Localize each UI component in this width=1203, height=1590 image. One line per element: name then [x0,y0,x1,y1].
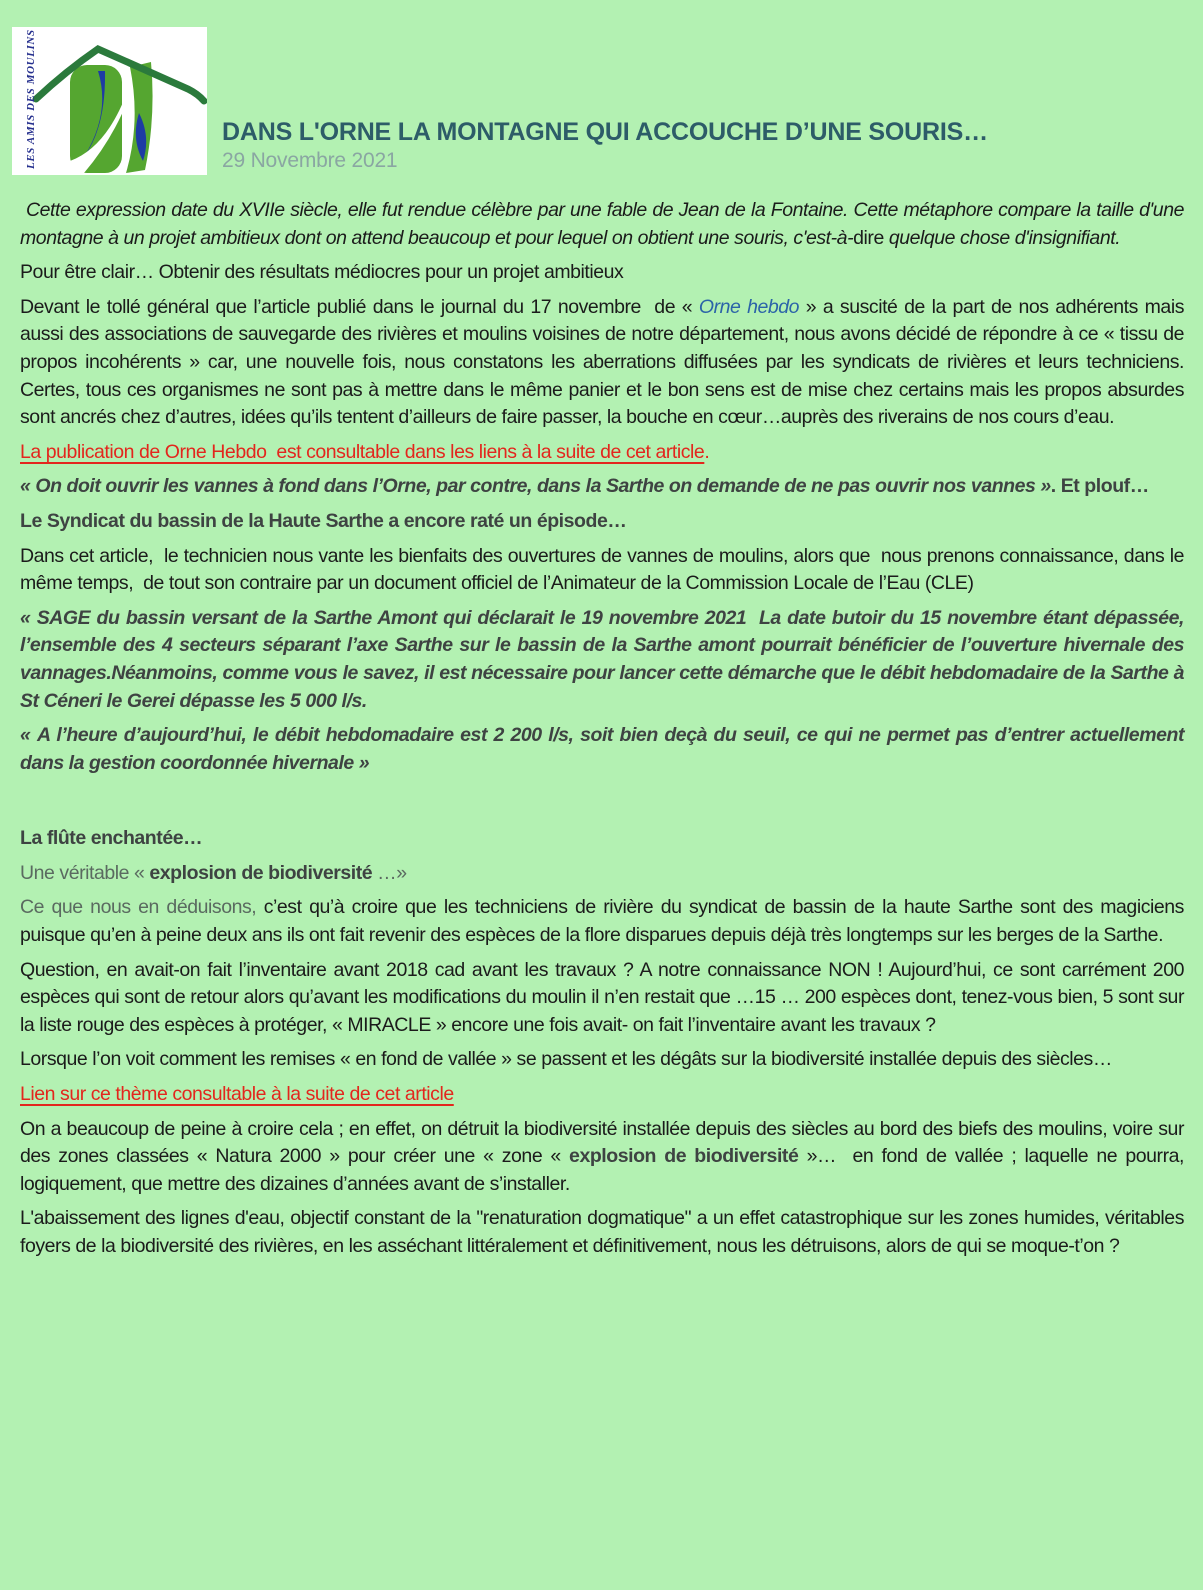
mill-house-logo-icon [12,27,207,175]
text-run: Devant le tollé général que l’article publié dans le journal du 17 novembre de « [20,295,699,318]
lorsque-paragraph [20,1046,1184,1074]
orne-hebdo-link[interactable]: Orne hebdo [698,295,800,318]
publication-link-line [20,439,1184,467]
heading-flute [20,825,1184,853]
publication-orne-hebdo-link[interactable]: La publication de Orne Hebdo est consultable dans les liens à la suite de cet article [20,440,705,463]
theme-link-line [20,1081,1184,1109]
text-run: « A l’heure d’aujourd’hui, le débit hebdomadaire est 2 200 l/s, soit bien deçà du seuil, ce qui ne permet pas d’entrer actuellement dans la gestion coordonnée hivernale » [20,724,1184,774]
title-block [222,118,988,175]
text-run: L'abaissement des lignes d'eau, objectif constant de la "renaturation dogmatique" a un effet catastrophique sur les zones humides, véritables foyers de la biodiversité des rivières, en les asséchant littéralement et définitivement, nous les détruisons, alors de qui se moque-t’on ? [20,1207,1184,1257]
text-run: dire [853,226,889,249]
heading-syndicat [20,508,1184,536]
text-run: Pour être clair… Obtenir des résultats médiocres pour un projet ambitieux [20,261,624,284]
text-run: . Et plouf… [1050,475,1149,498]
text-run: »… en fond de vallée ; laquelle ne pourra, logiquement, que mettre des dizaines d’années avant de s’installer. [20,1145,1184,1195]
text-run: On a beaucoup de peine à croire cela ; en effet, on détruit la biodiversité installée depuis des siècles au bord des biefs des moulins, voire sur des zones classées « Natura 2000 » pour créer une « zone « [20,1117,1184,1168]
logo-vertical-label: LES AMIS DES MOULINS 61 [25,27,37,169]
text-run: c’est qu’à croire que les techniciens de rivière du syndicat de bassin de la haute Sarthe sont des magiciens puisque qu’en à peine deux ans ils ont fait revenir des espèces de la flore disparues depuis déjà très longtemps sur les berges de la Sarthe. [20,896,1184,947]
biodiversite-subhead [20,860,1184,888]
theme-link[interactable]: Lien sur ce thème consultable à la suite de cet article [20,1083,454,1106]
text-run: La flûte enchantée… [20,827,203,850]
text-run: . [704,440,710,463]
text-run: Question, en avait-on fait l’inventaire avant 2018 cad avant les travaux ? A notre connaissance NON ! Aujourd’hui, ce sont carrément 200 espèces qui sont de retour alors qu’avant les modifications du moulin il n’en restait que …15 … 200 espèces dont, tenez-vous bien, 5 sont sur la liste rouge des espèces à protéger, « MIRACLE » encore une fois avait- on fait l’inventaire avant les travaux ? [20,958,1184,1036]
page-header [12,0,1184,175]
article-body [20,197,1184,1261]
association-logo [12,27,207,175]
abaissement-paragraph [20,1205,1184,1260]
text-run: …» [372,861,407,884]
text-run: explosion de biodiversité [149,861,373,884]
text-run: « On doit ouvrir les vannes à fond dans l’Orne, par contre, dans la Sarthe on demande de ne pas ouvrir nos vannes » [20,475,1051,498]
text-run: Dans cet article, le technicien nous vante les bienfaits des ouvertures de vannes de moulins, alors que nous prenons connaissance, dans le même temps, de tout son contraire par un document officiel de l’Animateur de la Commission Locale de l’Eau (CLE) [20,544,1184,595]
sage-quote-paragraph [20,605,1184,715]
pour-etre-clair-line [20,259,1184,287]
deduction-paragraph [20,894,1184,949]
page-date: 29 Novembre 2021 [222,149,398,172]
text-run: Cette expression date du XVIIe siècle, elle fut rendue célèbre par une fable de Jean de la Fontaine. Cette métaphore compare la taille d'une montagne à un projet ambitieux dont on attend beaucoup et pour lequel on obtient une souris, c'est-à- [20,199,1184,249]
text-run: » a suscité de la part de nos adhérents mais aussi des associations de sauvegarde des rivières et moulins voisines de notre département, nous avons décidé de répondre à ce « tissu de propos incohérents » car, une nouvelle fois, nous constatons les aberrations diffusées par les syndicats de rivières et leurs techniciens. Certes, tous ces organismes ne sont pas à mettre dans le même panier et le bon sens est de mise chez certains mais les propos absurdes sont ancrés chez d’autres, idées qu’ils tentent d’ailleurs de faire passer, la bouche en cœur…auprès des riverains de nos cours d’eau. [20,295,1185,429]
text-run: explosion de biodiversité [569,1145,799,1168]
quote-vannes-paragraph [20,473,1184,501]
text-run: Une véritable « [20,861,150,884]
devant-le-tolle-paragraph [20,294,1184,432]
intro-metaphor-paragraph [20,197,1184,252]
question-paragraph [20,957,1184,1040]
text-run: La date butoir du 15 novembre étant dépassée, l’ensemble des 4 secteurs séparant l’axe Sarthe sur le bassin de la Sarthe amont pourrait bénéficier de l’ouverture hivernale des vannages.Néanmoins, comme vous le savez, il est nécessaire pour lancer cette démarche que le débit hebdomadaire de la Sarthe à St Céneri le Gerei dépasse les 5 000 l/s. [20,606,1184,712]
text-run: Ce que nous en déduisons, [20,896,264,919]
text-run: Le Syndicat du bassin de la Haute Sarthe a encore raté un épisode… [20,509,627,532]
page-title: DANS L'ORNE LA MONTAGNE QUI ACCOUCHE D’UNE SOURIS… [222,118,988,147]
text-run: « SAGE du bassin versant de la Sarthe Amont qui déclarait le 19 novembre 2021 [20,606,759,629]
text-run: quelque chose d'insignifiant. [888,226,1121,249]
debit-quote-paragraph [20,722,1184,777]
natura-paragraph [20,1116,1184,1199]
text-run: Lorsque l’on voit comment les remises « en fond de vallée » se passent et les dégâts sur la biodiversité installée depuis des siècles… [20,1048,1112,1071]
dans-cet-article-paragraph [20,543,1184,598]
